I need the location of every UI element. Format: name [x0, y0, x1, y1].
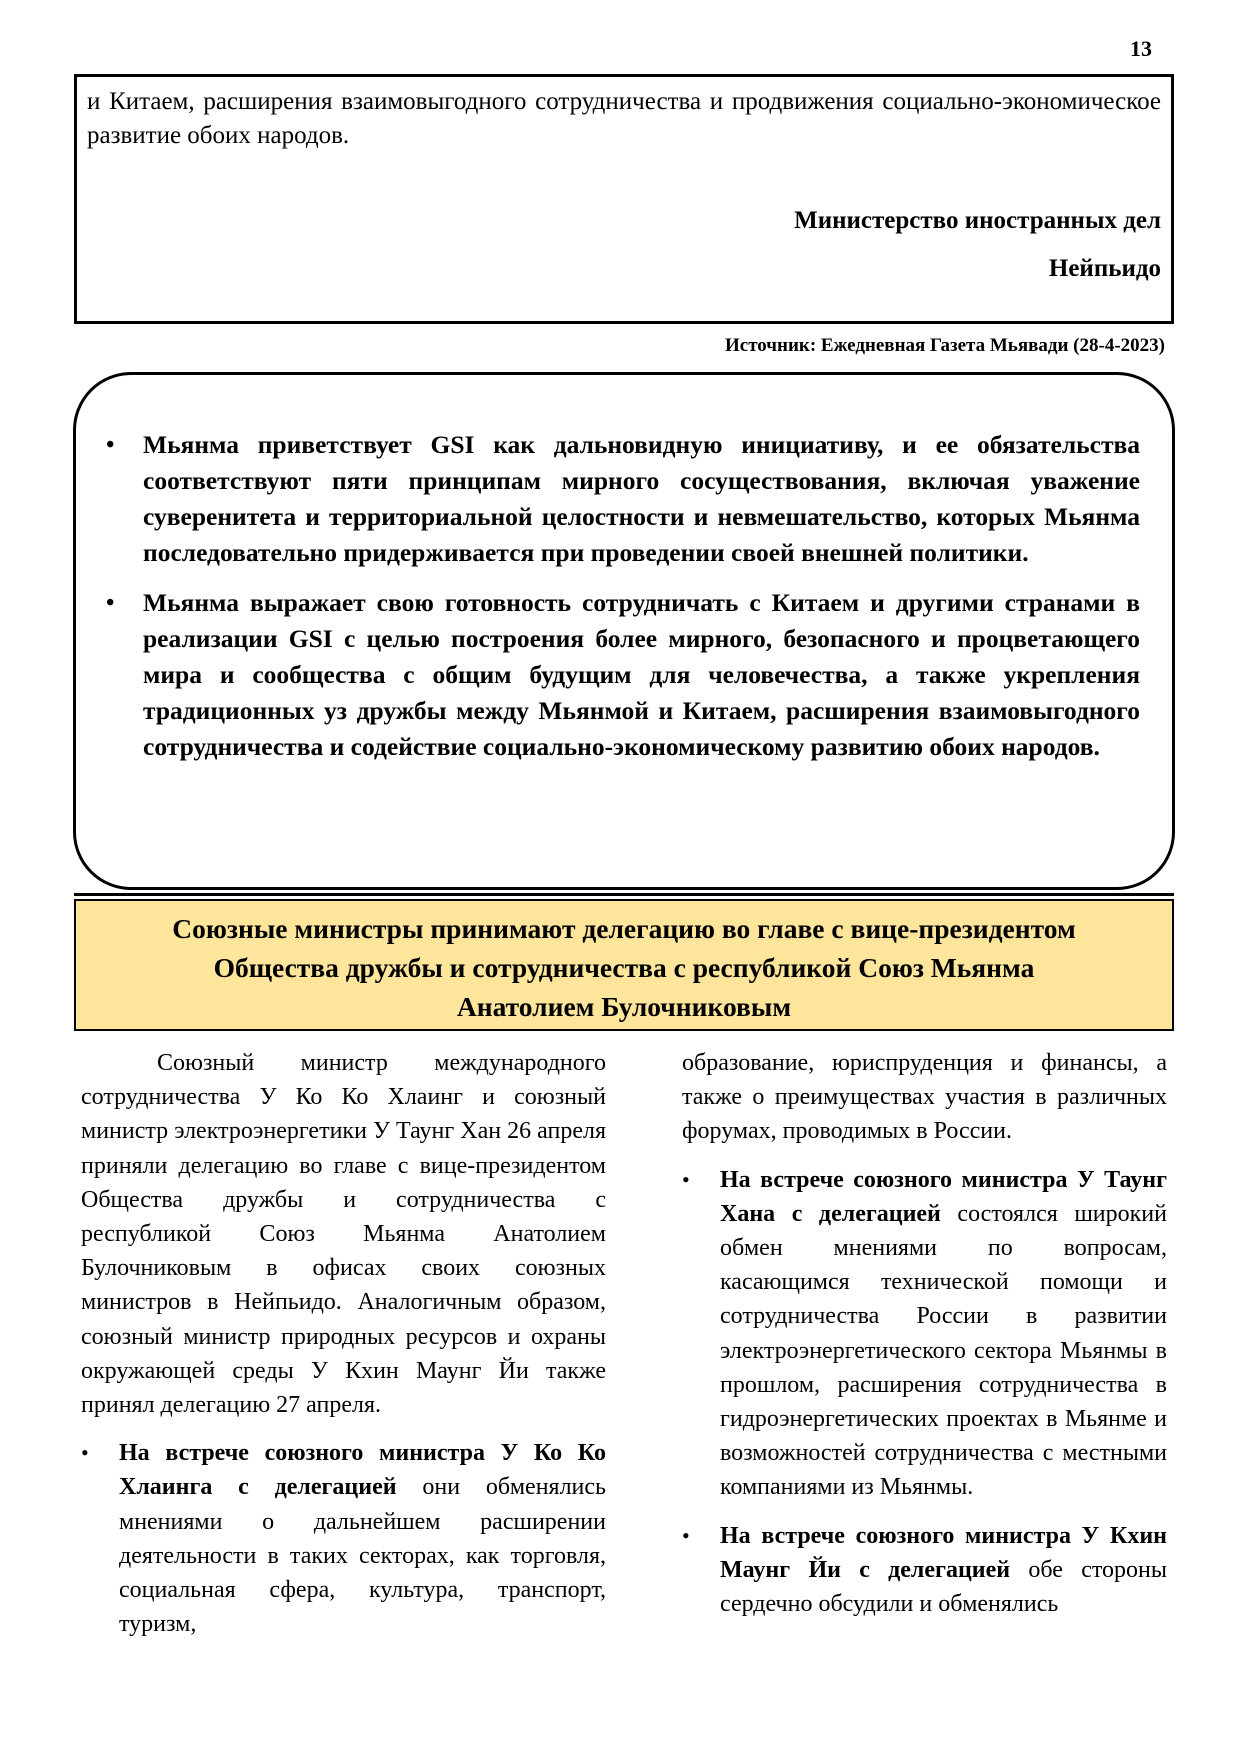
signature-city: Нейпьидо [1048, 255, 1161, 282]
bullet-lead: На встрече союзного министра У Ко Ко Хлаинга с делегацией [119, 1440, 606, 1501]
bullet-icon: • [682, 1522, 690, 1548]
bullet-text: они обменялись мнениями о дальнейшем расширении деятельности в таких секторах, как торговля, социальная сфера, культура, транспорт, туризм, [119, 1474, 606, 1638]
bullet-icon: • [682, 1166, 690, 1192]
page-number: 13 [1130, 36, 1152, 61]
statement-box [74, 74, 1174, 324]
highlight-text: Мьянма выражает свою готовность сотрудничать с Китаем и другими странами в реализации GSI с целью построения более мирного, безопасного и процветающего мира и сообщества с общим будущим для человечества, а также укрепления традиционных уз дружбы между Мьянмой и Китаем, расширения взаимовыгодного сотрудничества и содействие социально-экономическому развитию обоих народов. [143, 588, 1140, 761]
headline-line: Союзные министры принимают делегацию во главе с вице-президентом [172, 913, 1076, 944]
highlights-box [73, 372, 1175, 890]
highlight-item [106, 585, 1140, 765]
bullet-icon: • [81, 1440, 89, 1466]
bullet-lead: На встрече союзного министра У Таунг Хана с делегацией [720, 1166, 1167, 1227]
bullet-icon: • [106, 432, 115, 458]
bullet-continuation: образование, юриспруденция и финансы, а также о преимуществах участия в различных форумах, проводимых в России. [682, 1050, 1167, 1145]
section-divider [74, 893, 1174, 896]
highlight-text: Мьянма приветствует GSI как дальновидную инициативу, и ее обязательства соответствуют пяти принципам мирного сосуществования, включая уважение суверенитета и территориальной целостности и невмешательство, которых Мьянма последовательно придерживается при проведении своей внешней политики. [143, 430, 1140, 567]
highlights-list [106, 427, 1140, 765]
article-headline [74, 899, 1174, 1031]
source-line: Источник: Ежедневная Газета Мьявади (28-4-2023) [725, 335, 1165, 356]
article-intro: Союзный министр международного сотрудничества У Ко Ко Хлаинг и союзный министр электроэнергетики У Таунг Хан 26 апреля приняли делегацию во главе с вице-президентом Общества дружбы и сотрудничества с республикой Союз Мьянма Анатолием Булочниковым в офисах своих союзных министров в Нейпьидо. Аналогичным образом, союзный министр природных ресурсов и охраны окружающей среды У Кхин Маунг Йи также принял делегацию 27 апреля. [81, 1050, 606, 1419]
article-bullet [81, 1436, 606, 1641]
article-bullet [682, 1163, 1167, 1505]
article-bullets [81, 1436, 606, 1641]
article-column-left [81, 1046, 606, 1655]
highlight-item [106, 427, 1140, 571]
bullet-lead: На встрече союзного министра У Кхин Маунг Йи с делегацией [720, 1522, 1167, 1583]
bullet-text: обе стороны сердечно обсудили и обменялись [720, 1556, 1167, 1618]
article-column-right [682, 1046, 1167, 1635]
bullet-icon: • [106, 590, 115, 616]
headline-line: Общества дружбы и сотрудничества с республикой Союз Мьянма [213, 952, 1035, 983]
bullet-text: состоялся широкий обмен мнениями по вопросам, касающимся технической помощи и сотрудничества России в развитии электроэнергетического сектора Мьянмы в прошлом, расширения сотрудничества в гидроэнергетических проектах в Мьянме и возможностей сотрудничества с местными компаниями из Мьянмы. [720, 1200, 1167, 1501]
statement-text: и Китаем, расширения взаимовыгодного сотрудничества и продвижения социально-экономическое развитие обоих народов. [87, 88, 1161, 149]
signature-ministry: Министерство иностранных дел [794, 207, 1161, 234]
headline-line: Анатолием Булочниковым [456, 991, 792, 1022]
article-bullet [682, 1519, 1167, 1622]
article-bullets [682, 1163, 1167, 1622]
